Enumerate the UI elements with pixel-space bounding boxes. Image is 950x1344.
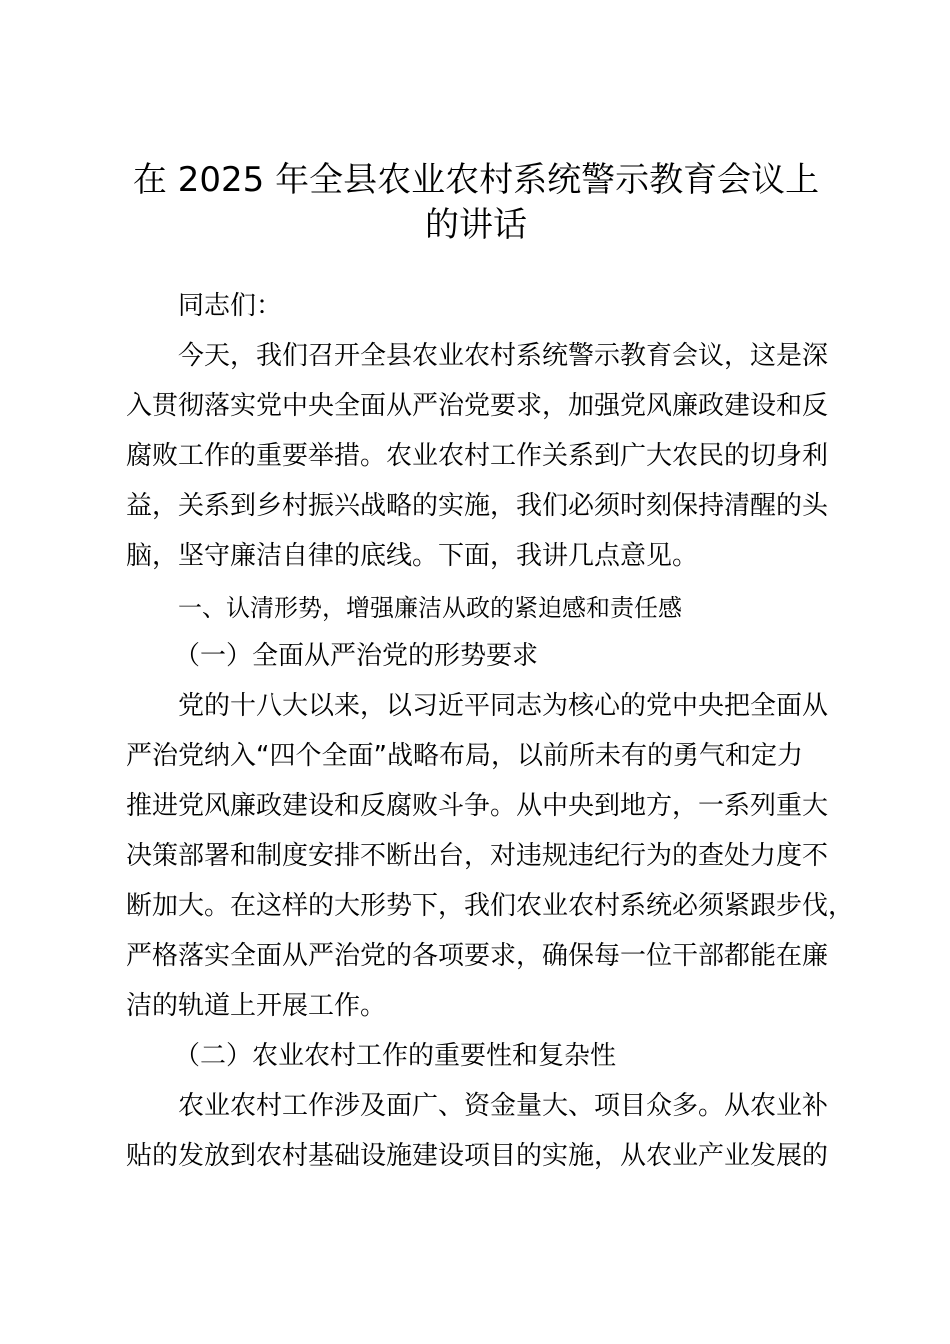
paragraph-line: 推进党风廉政建设和反腐败斗争。从中央到地方，一系列重大 bbox=[126, 791, 829, 821]
paragraph-line: 党的十八大以来，以习近平同志为核心的党中央把全面从 bbox=[178, 691, 829, 721]
paragraph-line: 今天，我们召开全县农业农村系统警示教育会议，这是深 bbox=[178, 341, 829, 371]
title-line-2: 的讲话 bbox=[425, 205, 527, 245]
section-heading: 一、认清形势，增强廉洁从政的紧迫感和责任感 bbox=[178, 594, 682, 622]
paragraph-line: 断加大。在这样的大形势下，我们农业农村系统必须紧跟步伐， bbox=[126, 891, 855, 921]
title-line-1: 在 2025 年全县农业农村系统警示教育会议上 bbox=[132, 160, 820, 200]
paragraph-line: 决策部署和制度安排不断出台，对违规违纪行为的查处力度不 bbox=[126, 841, 829, 871]
paragraph-line: 严治党纳入“四个全面”战略布局，以前所未有的勇气和定力 bbox=[126, 741, 803, 771]
salutation: 同志们： bbox=[178, 291, 283, 321]
paragraph-line: 洁的轨道上开展工作。 bbox=[126, 991, 387, 1021]
paragraph-line: 贴的发放到农村基础设施建设项目的实施，从农业产业发展的 bbox=[126, 1141, 829, 1171]
subsection-heading: （二）农业农村工作的重要性和复杂性 bbox=[174, 1041, 617, 1071]
document-title bbox=[120, 158, 832, 248]
paragraph-line: 农业农村工作涉及面广、资金量大、项目众多。从农业补 bbox=[178, 1091, 829, 1121]
paragraph-line: 益，关系到乡村振兴战略的实施，我们必须时刻保持清醒的头 bbox=[126, 491, 829, 521]
paragraph-line: 严格落实全面从严治党的各项要求，确保每一位干部都能在廉 bbox=[126, 941, 829, 971]
paragraph-line: 脑，坚守廉洁自律的底线。下面，我讲几点意见。 bbox=[126, 541, 699, 571]
paragraph-line: 腐败工作的重要举措。农业农村工作关系到广大农民的切身利 bbox=[126, 441, 829, 471]
subsection-heading: （一）全面从严治党的形势要求 bbox=[174, 641, 539, 671]
paragraph-line: 入贯彻落实党中央全面从严治党要求，加强党风廉政建设和反 bbox=[126, 391, 829, 421]
